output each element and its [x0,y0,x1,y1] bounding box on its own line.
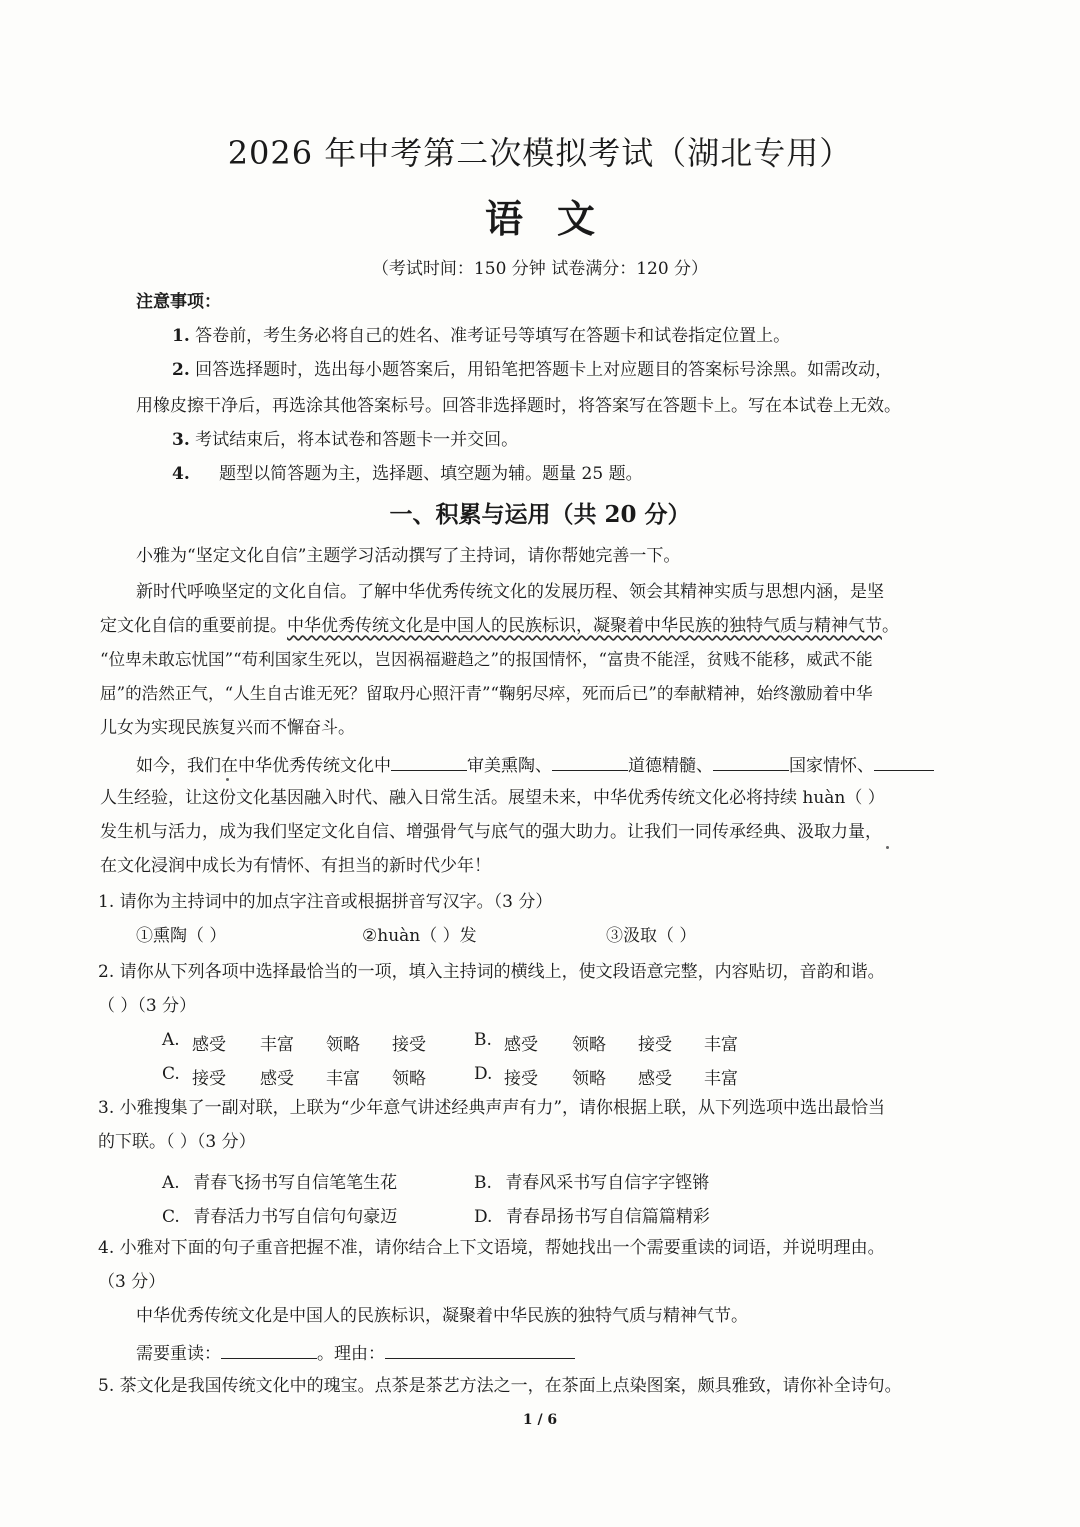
option-word: 丰富 [704,1035,738,1055]
question-1-stem: 1. 请你为主持词中的加点字注音或根据拼音写汉字。（3 分） [98,892,553,912]
notice-item-3 [172,430,518,450]
option-word: 丰富 [704,1069,738,1089]
notice-num: 3. [172,430,190,450]
option-label: B. [474,1030,492,1050]
option-label: C. [162,1064,180,1084]
option-word: 接受 [192,1069,226,1089]
question-2-stem-cont: （ ）（3 分） [98,996,197,1016]
option-word: 感受 [638,1069,672,1089]
fill-blank[interactable] [552,754,628,771]
question-3-stem-cont: 的下联。（ ）（3 分） [98,1132,256,1152]
fill-blank[interactable] [874,754,934,771]
q3-option-c[interactable] [162,1202,397,1227]
passage-line: 在文化浸润中成长为有情怀、有担当的新时代少年！ [100,856,491,876]
passage-line [100,616,899,636]
page-number: 1 / 6 [522,1412,558,1428]
answer-blank[interactable] [221,1342,317,1359]
notice-num: 1. [172,326,190,346]
passage-line: 人生经验，让这份文化基因融入时代、融入日常生活。展望未来，中华优秀传统文化必将持续 huàn（ ） [100,788,885,808]
notice-heading: 注意事项： [136,292,221,312]
subject-title: 语文 [484,196,629,241]
q3-option-b[interactable] [474,1168,709,1193]
notice-item-2-cont: 用橡皮擦干净后，再选涂其他答案标号。回答非选择题时，将答案写在答题卡上。写在本试卷上无效。 [136,396,901,416]
notice-item-1 [172,326,790,346]
underlined-sentence: 中华优秀传统文化是中国人的民族标识，凝聚着中华民族的独特气质与精神气节 [287,616,882,636]
q3-option-d[interactable] [474,1202,710,1227]
q1-item-b[interactable]: ②huàn（ ）发 [362,926,477,946]
option-label: C. [162,1207,180,1227]
option-word: 感受 [504,1035,538,1055]
option-word: 接受 [638,1035,672,1055]
notice-item-4 [172,464,643,484]
passage-line: 屈”的浩然正气，“人生自古谁无死？留取丹心照汗青”“鞠躬尽瘁，死而后已”的奉献精神，始终激励着中华 [100,684,873,703]
question-4-stem: 4. 小雅对下面的句子重音把握不准，请你结合上下文语境，帮她找出一个需要重读的词语，并说明理由。 [98,1238,885,1258]
notice-text: 题型以简答题为主，选择题、填空题为辅。题量 25 题。 [219,464,643,484]
passage-text: 道德精髓、 [628,756,713,776]
passage-text: 如今，我们在中华优秀传统文化中 [136,756,391,776]
option-text: 青春昂扬书写自信篇篇精彩 [505,1207,710,1227]
passage-text: 。 [882,616,899,636]
notice-item-2 [172,360,892,380]
option-word: 领略 [326,1035,360,1055]
q4-sentence: 中华优秀传统文化是中国人的民族标识，凝聚着中华民族的独特气质与精神气节。 [136,1306,748,1326]
q2-option-c[interactable] [162,1064,426,1089]
q2-option-a[interactable] [162,1030,426,1055]
emphasis-dot [226,778,229,781]
notice-text: 回答选择题时，选出每小题答案后，用铅笔把答题卡上对应题目的答案标号涂黑。如需改动， [195,360,893,380]
question-2-stem: 2. 请你从下列各项中选择最恰当的一项，填入主持词的横线上，使文段语意完整，内容贴切，音韵和谐。 [98,962,885,982]
fill-blank[interactable] [713,754,789,771]
q1-item-a[interactable]: ①熏陶（ ） [136,926,227,946]
option-text: 青春飞扬书写自信笔笔生花 [193,1173,398,1193]
option-word: 领略 [572,1035,606,1055]
fill-blank[interactable] [391,754,467,771]
option-label: A. [162,1173,180,1193]
notice-num: 2. [172,360,190,380]
notice-text: 考试结束后，将本试卷和答题卡一并交回。 [195,430,519,450]
section-intro: 小雅为“坚定文化自信”主题学习活动撰写了主持词，请你帮她完善一下。 [136,546,681,566]
q2-option-b[interactable] [474,1030,738,1055]
option-word: 接受 [504,1069,538,1089]
option-text: 青春风采书写自信字字铿锵 [505,1173,710,1193]
exam-title: 2026 年中考第二次模拟考试（湖北专用） [227,134,853,172]
passage-text: 国家情怀、 [789,756,874,776]
answer-label: 。理由： [317,1344,385,1364]
option-label: B. [474,1173,492,1193]
exam-info: （考试时间：150 分钟 试卷满分：120 分） [371,259,709,279]
q1-item-c[interactable]: ③汲取（ ） [606,926,697,946]
option-word: 领略 [392,1069,426,1089]
question-5-stem: 5. 茶文化是我国传统文化中的瑰宝。点茶是茶艺方法之一，在茶面上点染图案，颇具雅致，请你补全诗句。 [98,1376,902,1396]
passage-line: 发生机与活力，成为我们坚定文化自信、增强骨气与底气的强大助力。让我们一同传承经典、汲取力量， [100,822,882,842]
q2-option-d[interactable] [474,1064,738,1089]
question-4-stem-cont: （3 分） [98,1272,166,1292]
option-label: A. [162,1030,180,1050]
option-text: 青春活力书写自信句句豪迈 [193,1207,398,1227]
emphasis-dot [886,846,889,849]
option-word: 感受 [192,1035,226,1055]
q3-option-a[interactable] [162,1168,397,1193]
option-word: 接受 [392,1035,426,1055]
option-word: 丰富 [260,1035,294,1055]
notice-num: 4. [172,464,190,484]
question-3-stem: 3. 小雅搜集了一副对联，上联为“少年意气讲述经典声声有力”，请你根据上联，从下列选项中选出最恰当 [98,1098,886,1118]
passage-text: 审美熏陶、 [467,756,552,776]
option-label: D. [474,1207,493,1227]
passage-line: 新时代呼唤坚定的文化自信。了解中华优秀传统文化的发展历程、领会其精神实质与思想内涵，是坚 [136,582,884,602]
passage-text: 定文化自信的重要前提。 [100,616,287,636]
reason-blank[interactable] [385,1342,575,1359]
notice-text: 答卷前，考生务必将自己的姓名、准考证号等填写在答题卡和试卷指定位置上。 [195,326,791,346]
passage-line [136,754,934,776]
section-title: 一、积累与运用（共 20 分） [389,501,691,528]
option-word: 丰富 [326,1069,360,1089]
q4-answer-line [136,1342,575,1364]
option-word: 领略 [572,1069,606,1089]
option-label: D. [474,1064,493,1084]
passage-line: 儿女为实现民族复兴而不懈奋斗。 [100,718,355,738]
passage-line: “位卑未敢忘忧国”“苟利国家生死以，岂因祸福避趋之”的报国情怀，“富贵不能淫，贫贱不能移，威武不能 [100,650,873,669]
option-word: 感受 [260,1069,294,1089]
answer-label: 需要重读： [136,1344,221,1364]
